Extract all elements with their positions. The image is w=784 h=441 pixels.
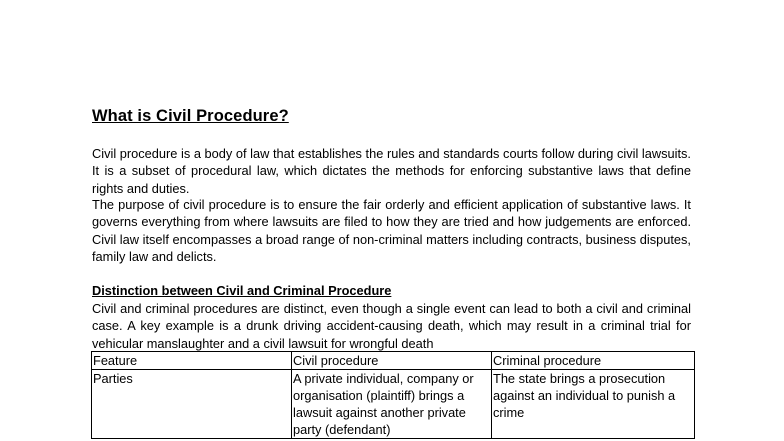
header-criminal-procedure: Criminal procedure [492,352,695,370]
cell-civil: A private individual, company or organisation (plaintiff) brings a lawsuit against another private party (defendant) [292,370,492,439]
paragraph-purpose: The purpose of civil procedure is to ensure the fair orderly and efficient application of substantive laws. It governs everything from where lawsuits are filed to how they are tried and how judgements are enforced. Civil law itself encompasses a broad range of non-criminal matters including contracts, business disputes, family law and delicts. [92,197,691,264]
cell-feature: Parties [92,370,292,439]
page-title: What is Civil Procedure? [92,107,289,125]
table-row [92,370,695,439]
header-feature: Feature [92,352,292,370]
section-heading-distinction: Distinction between Civil and Criminal Procedure [92,283,392,298]
paragraph-distinction: Civil and criminal procedures are distinct, even though a single event can lead to both a civil and criminal case. A key example is a drunk driving accident-causing death, which may result in a criminal trial for vehicular manslaughter and a civil lawsuit for wrongful death [92,301,691,351]
header-civil-procedure: Civil procedure [292,352,492,370]
table-header-row [92,352,695,370]
cell-criminal: The state brings a prosecution against an individual to punish a crime [492,370,695,439]
comparison-table [91,351,695,439]
paragraph-definition: Civil procedure is a body of law that establishes the rules and standards courts follow during civil lawsuits. It is a subset of procedural law, which dictates the methods for enforcing substantive laws that define rights and duties. [92,146,691,196]
